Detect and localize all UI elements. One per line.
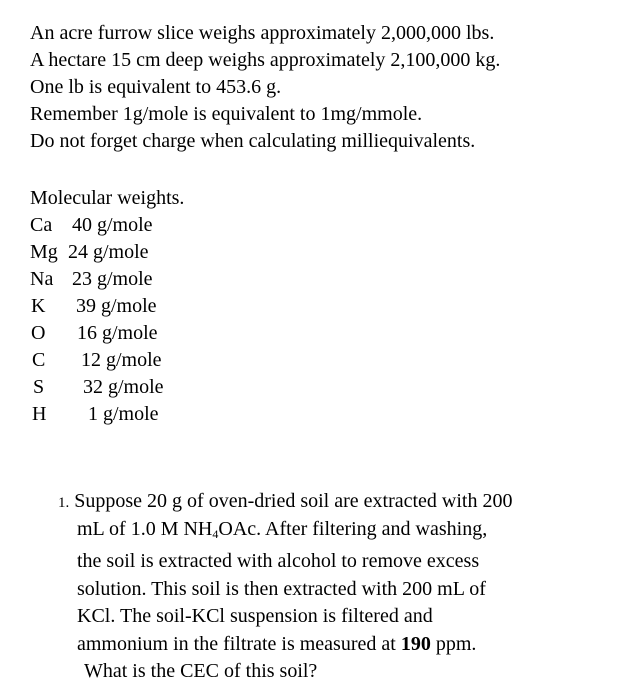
subscript: 4 xyxy=(212,527,219,541)
note-line: Remember 1g/mole is equivalent to 1mg/mmole. xyxy=(30,103,423,125)
mw-value: 23 g/mole xyxy=(72,268,153,290)
question-text-part: ammonium in the filtrate is measured at xyxy=(77,633,401,655)
note-line: An acre furrow slice weighs approximately 2,000,000 lbs. xyxy=(30,22,495,44)
note-line: Do not forget charge when calculating milliequivalents. xyxy=(30,130,476,152)
molecular-weights-heading: Molecular weights. xyxy=(30,187,185,209)
question-line: solution. This soil is then extracted with 200 mL of xyxy=(77,578,486,600)
emphasized-value: 190 xyxy=(400,633,431,655)
mw-symbol: S xyxy=(33,376,45,398)
question-line xyxy=(77,631,476,657)
mw-value: 32 g/mole xyxy=(83,376,164,398)
question-line: the soil is extracted with alcohol to remove excess xyxy=(77,550,480,572)
mw-symbol: Ca xyxy=(30,214,53,236)
mw-symbol: Mg xyxy=(30,241,58,263)
mw-symbol: C xyxy=(32,349,46,371)
question-line: What is the CEC of this soil? xyxy=(84,660,318,682)
question-text-part: mL of 1.0 M NH xyxy=(77,518,213,540)
mw-value: 16 g/mole xyxy=(77,322,158,344)
mw-value: 40 g/mole xyxy=(72,214,153,236)
question-line: KCl. The soil-KCl suspension is filtered and xyxy=(77,605,433,627)
mw-symbol: O xyxy=(31,322,46,344)
note-line: One lb is equivalent to 453.6 g. xyxy=(30,76,282,98)
question-text-part: OAc. After filtering and washing, xyxy=(218,518,488,540)
question-text-part: ppm. xyxy=(430,633,477,655)
question-line xyxy=(77,516,487,542)
mw-symbol: Na xyxy=(30,268,54,290)
mw-value: 12 g/mole xyxy=(81,349,162,371)
mw-value: 24 g/mole xyxy=(68,241,149,263)
mw-symbol: K xyxy=(31,295,46,317)
question-text xyxy=(58,488,512,516)
mw-value: 1 g/mole xyxy=(88,403,159,425)
note-line: A hectare 15 cm deep weighs approximately 2,100,000 kg. xyxy=(30,49,501,71)
mw-value: 39 g/mole xyxy=(76,295,157,317)
question-number: 1. xyxy=(58,495,70,511)
question-line: Suppose 20 g of oven-dried soil are extracted with 200 xyxy=(74,490,513,512)
mw-symbol: H xyxy=(32,403,47,425)
